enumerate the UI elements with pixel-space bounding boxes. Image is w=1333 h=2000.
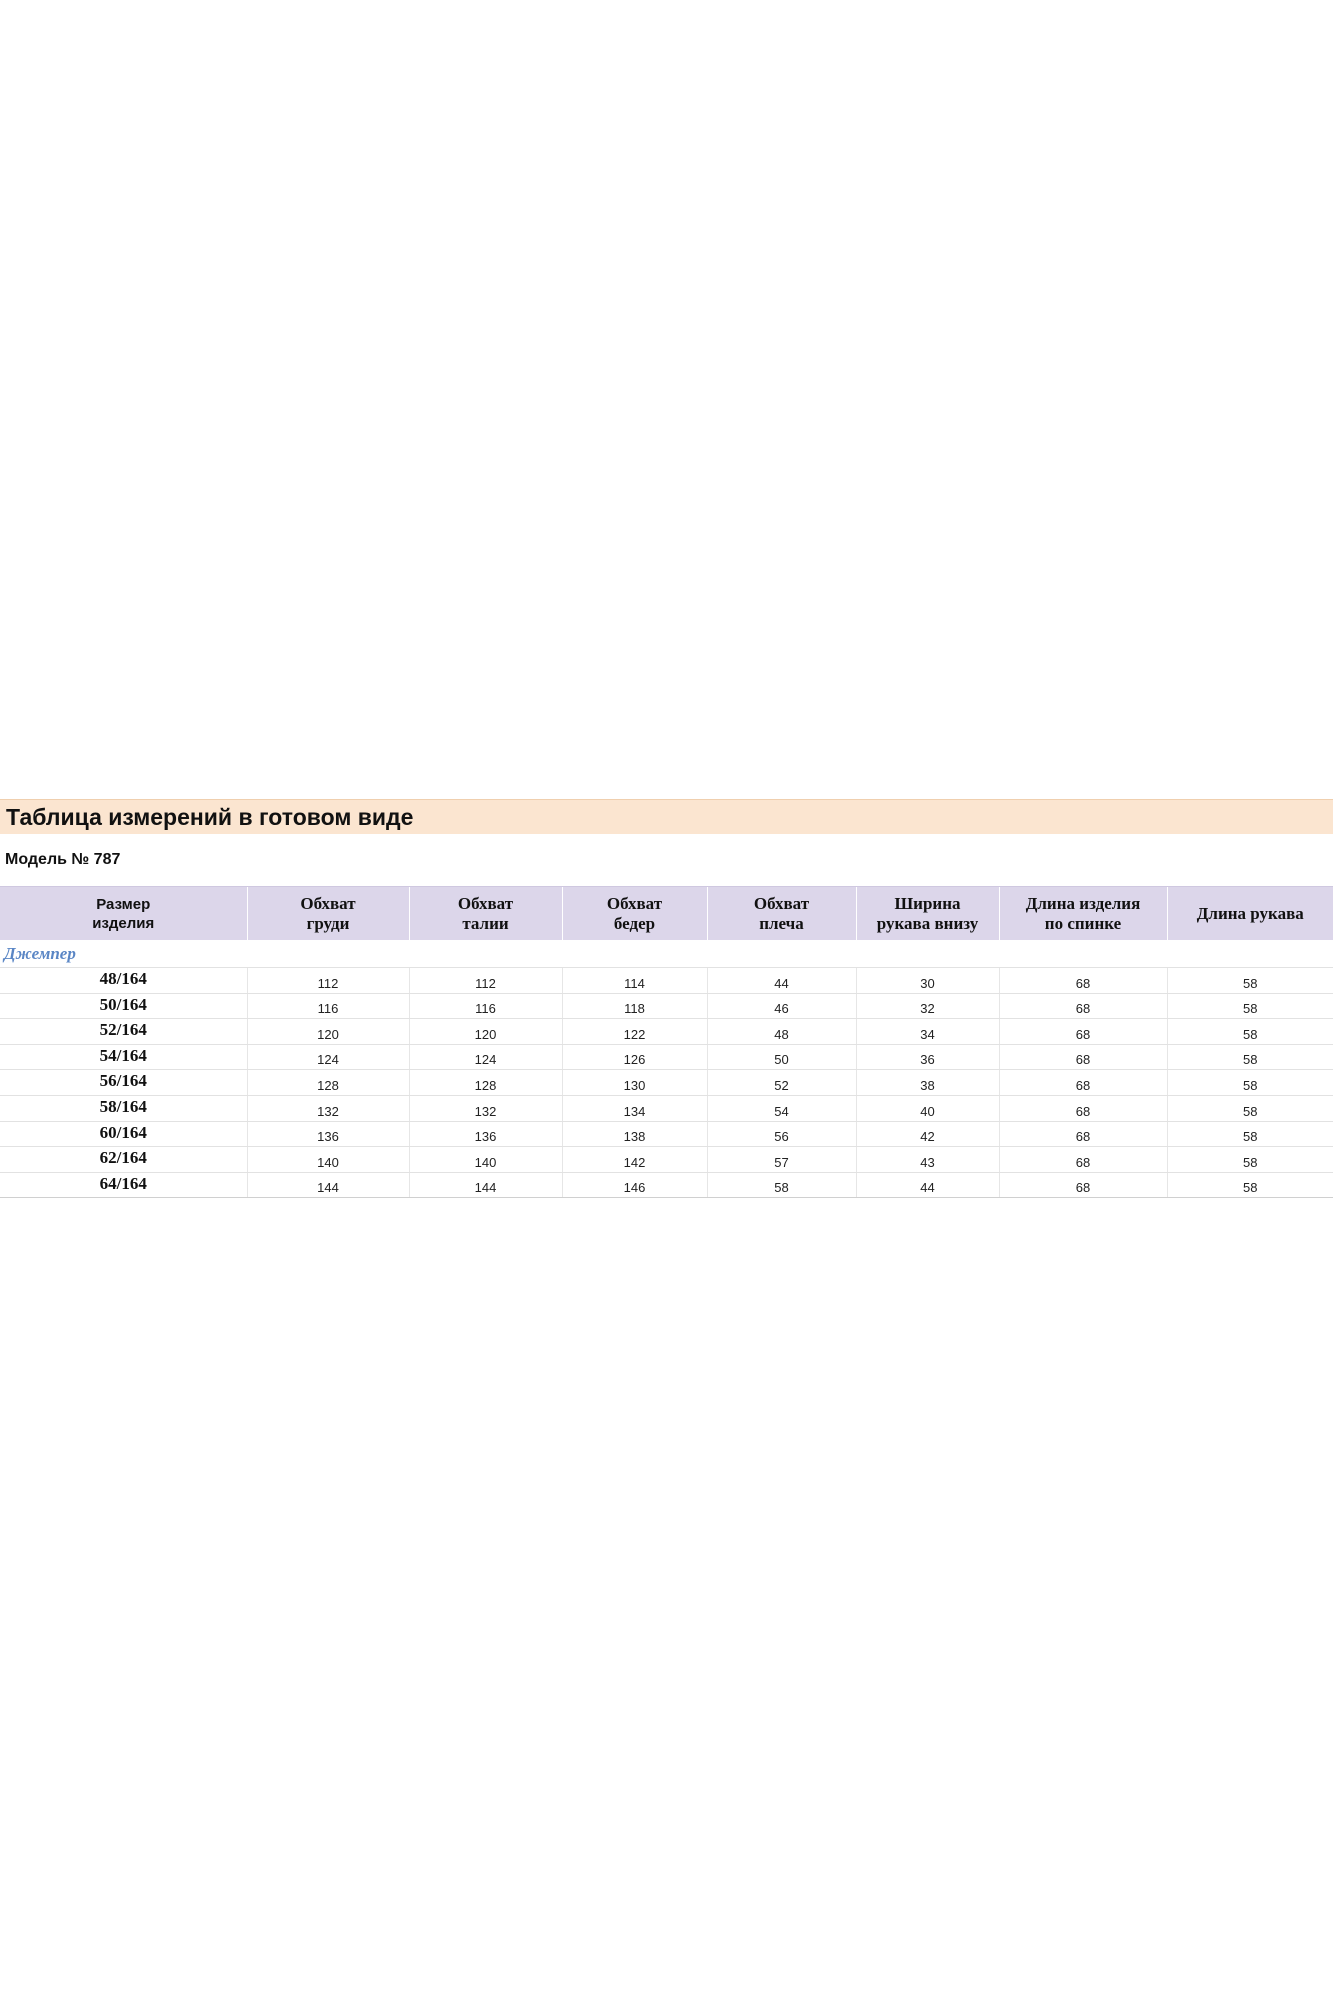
- value-cell: 124: [247, 1044, 409, 1070]
- value-cell: 126: [562, 1044, 707, 1070]
- value-cell: 58: [1167, 968, 1333, 994]
- size-cell: 50/164: [0, 993, 247, 1019]
- value-cell: 58: [1167, 1121, 1333, 1147]
- table-header-row: [0, 887, 1333, 941]
- value-cell: 116: [409, 993, 562, 1019]
- size-cell: 56/164: [0, 1070, 247, 1096]
- value-cell: 48: [707, 1019, 856, 1045]
- page-title: Таблица измерений в готовом виде: [6, 803, 414, 830]
- header-chest-girth: [247, 887, 409, 941]
- value-cell: 43: [856, 1147, 999, 1173]
- header-line: Обхват: [300, 893, 356, 913]
- value-cell: 132: [409, 1095, 562, 1121]
- value-cell: 124: [409, 1044, 562, 1070]
- size-cell: 64/164: [0, 1172, 247, 1198]
- group-row: [0, 940, 1333, 968]
- value-cell: 130: [562, 1070, 707, 1096]
- value-cell: 58: [1167, 1095, 1333, 1121]
- size-cell: 60/164: [0, 1121, 247, 1147]
- value-cell: 128: [409, 1070, 562, 1096]
- header-waist-girth: [409, 887, 562, 941]
- header-line: груди: [306, 913, 350, 933]
- table-row: [0, 1044, 1333, 1070]
- model-number: Модель № 787: [5, 851, 121, 868]
- header-line: Обхват: [753, 893, 810, 913]
- value-cell: 68: [999, 1172, 1167, 1198]
- value-cell: 112: [409, 968, 562, 994]
- value-cell: 40: [856, 1095, 999, 1121]
- value-cell: 44: [707, 968, 856, 994]
- value-cell: 46: [707, 993, 856, 1019]
- value-cell: 68: [999, 1019, 1167, 1045]
- group-cell: [0, 940, 1333, 968]
- value-cell: 68: [999, 1070, 1167, 1096]
- value-cell: 30: [856, 968, 999, 994]
- header-sleeve-length: [1167, 887, 1333, 941]
- header-line: Обхват: [606, 893, 663, 913]
- value-cell: 122: [562, 1019, 707, 1045]
- value-cell: 58: [1167, 1019, 1333, 1045]
- value-cell: 140: [409, 1147, 562, 1173]
- header-line: талии: [462, 913, 509, 933]
- value-cell: 138: [562, 1121, 707, 1147]
- value-cell: 58: [707, 1172, 856, 1198]
- value-cell: 112: [247, 968, 409, 994]
- value-cell: 58: [1167, 1147, 1333, 1173]
- value-cell: 120: [409, 1019, 562, 1045]
- value-cell: 118: [562, 993, 707, 1019]
- value-cell: 142: [562, 1147, 707, 1173]
- value-cell: 136: [409, 1121, 562, 1147]
- value-cell: 56: [707, 1121, 856, 1147]
- header-line: Длина изделия: [1025, 893, 1141, 913]
- group-label: Джемпер: [4, 943, 76, 963]
- value-cell: 58: [1167, 1070, 1333, 1096]
- measurement-sheet: [0, 799, 1333, 1198]
- value-cell: 42: [856, 1121, 999, 1147]
- header-sleeve-bottom-width: [856, 887, 999, 941]
- value-cell: 36: [856, 1044, 999, 1070]
- value-cell: 146: [562, 1172, 707, 1198]
- value-cell: 116: [247, 993, 409, 1019]
- value-cell: 120: [247, 1019, 409, 1045]
- header-size: [0, 887, 247, 941]
- header-line: Длина рукава: [1196, 903, 1304, 923]
- value-cell: 58: [1167, 1172, 1333, 1198]
- header-shoulder-girth: [707, 887, 856, 941]
- value-cell: 68: [999, 1147, 1167, 1173]
- header-back-length: [999, 887, 1167, 941]
- value-cell: 68: [999, 993, 1167, 1019]
- value-cell: 32: [856, 993, 999, 1019]
- size-cell: 48/164: [0, 968, 247, 994]
- value-cell: 68: [999, 1095, 1167, 1121]
- title-band: [0, 799, 1333, 834]
- value-cell: 136: [247, 1121, 409, 1147]
- value-cell: 68: [999, 1044, 1167, 1070]
- value-cell: 34: [856, 1019, 999, 1045]
- value-cell: 68: [999, 1121, 1167, 1147]
- value-cell: 134: [562, 1095, 707, 1121]
- table-row: [0, 993, 1333, 1019]
- value-cell: 58: [1167, 1044, 1333, 1070]
- size-cell: 52/164: [0, 1019, 247, 1045]
- value-cell: 68: [999, 968, 1167, 994]
- header-hip-girth: [562, 887, 707, 941]
- size-cell: 54/164: [0, 1044, 247, 1070]
- value-cell: 50: [707, 1044, 856, 1070]
- size-table: [0, 886, 1333, 1198]
- value-cell: 128: [247, 1070, 409, 1096]
- header-line: Обхват: [457, 893, 514, 913]
- header-line: по спинке: [1044, 913, 1122, 933]
- value-cell: 52: [707, 1070, 856, 1096]
- header-line: плеча: [759, 913, 804, 933]
- table-row: [0, 1095, 1333, 1121]
- table-row: [0, 1147, 1333, 1173]
- table-row: [0, 1070, 1333, 1096]
- value-cell: 114: [562, 968, 707, 994]
- table-row: [0, 1172, 1333, 1198]
- size-cell: 58/164: [0, 1095, 247, 1121]
- size-cell: 62/164: [0, 1147, 247, 1173]
- value-cell: 54: [707, 1095, 856, 1121]
- value-cell: 144: [409, 1172, 562, 1198]
- table-row: [0, 968, 1333, 994]
- value-cell: 144: [247, 1172, 409, 1198]
- header-line: изделия: [92, 914, 155, 932]
- value-cell: 44: [856, 1172, 999, 1198]
- header-line: бедер: [613, 913, 656, 933]
- value-cell: 132: [247, 1095, 409, 1121]
- table-row: [0, 1019, 1333, 1045]
- header-line: Ширина: [894, 893, 961, 913]
- value-cell: 140: [247, 1147, 409, 1173]
- value-cell: 57: [707, 1147, 856, 1173]
- header-line: Размер: [96, 895, 151, 913]
- value-cell: 58: [1167, 993, 1333, 1019]
- model-row: [0, 834, 1333, 886]
- table-row: [0, 1121, 1333, 1147]
- header-line: рукава внизу: [876, 913, 979, 933]
- value-cell: 38: [856, 1070, 999, 1096]
